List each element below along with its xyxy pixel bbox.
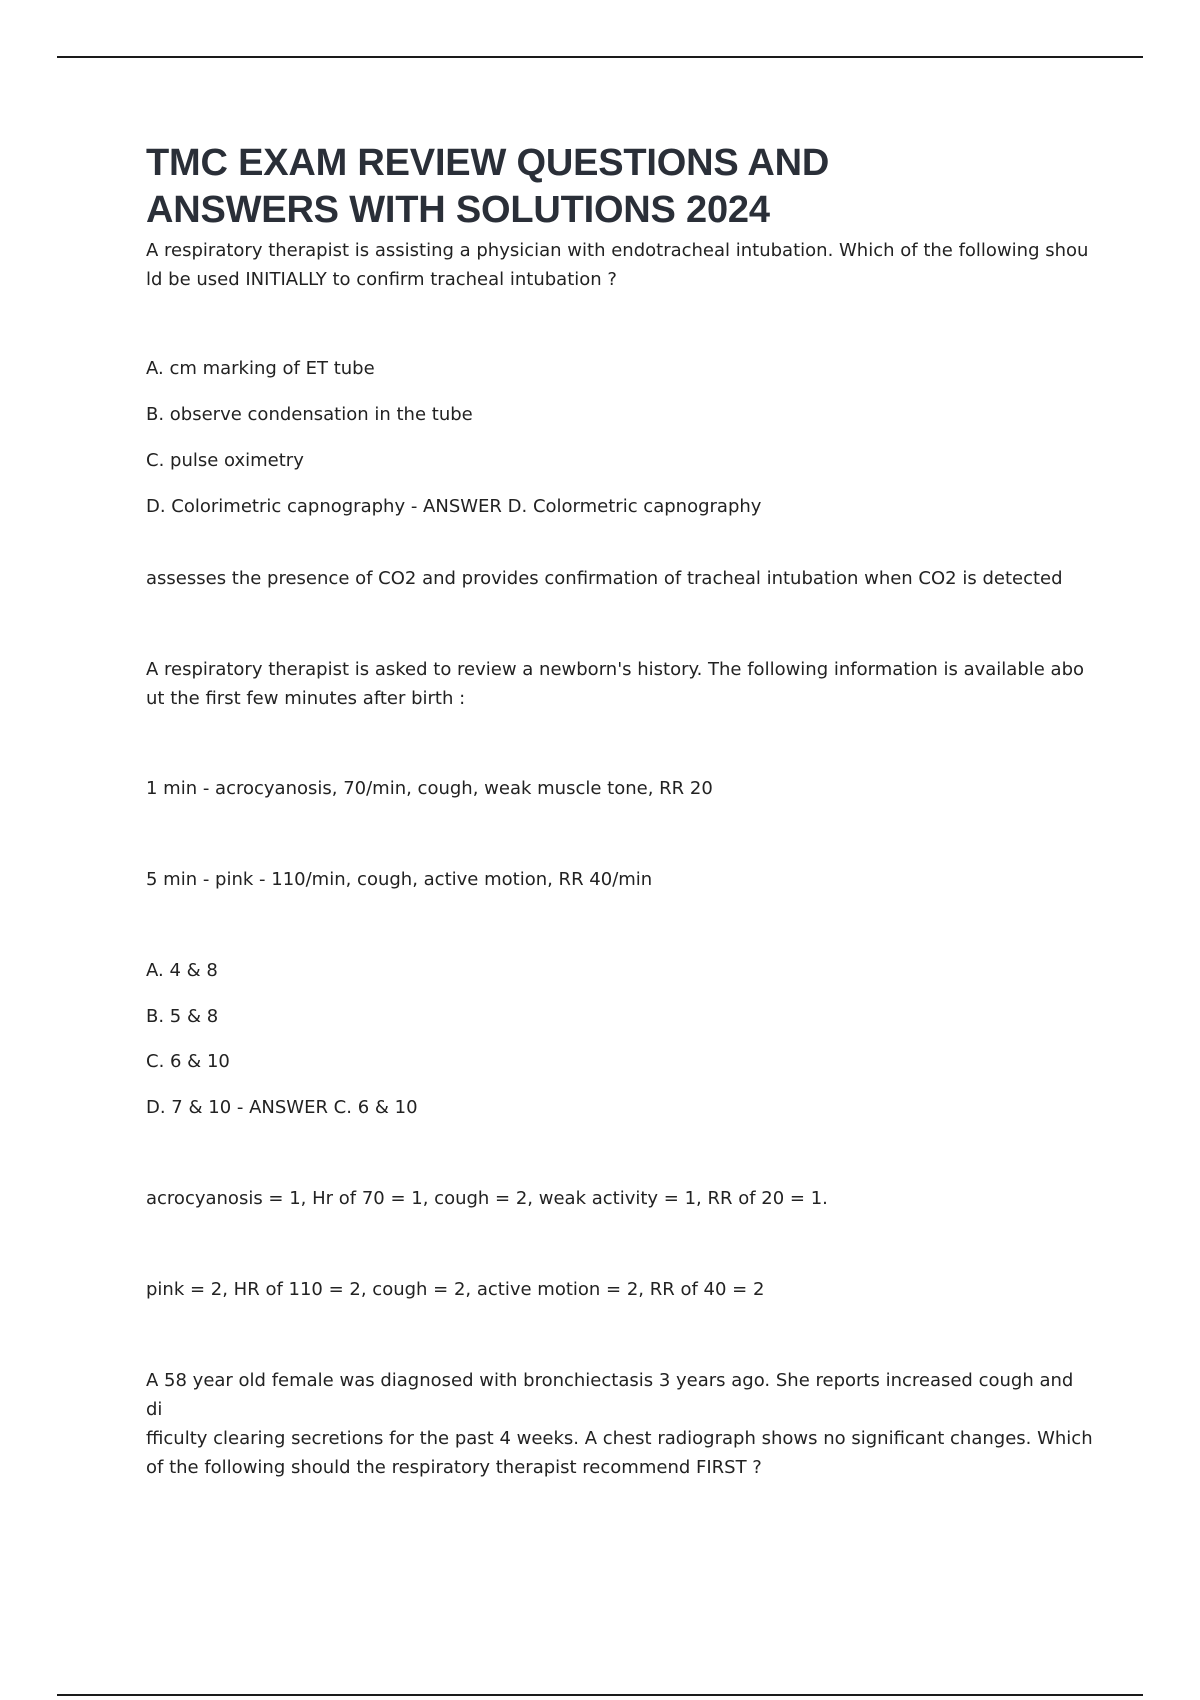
question-2-explanation-1: acrocyanosis = 1, Hr of 70 = 1, cough = 2, weak activity = 1, RR of 20 = 1. xyxy=(146,1188,828,1209)
title-line-1: TMC EXAM REVIEW QUESTIONS AND xyxy=(146,142,830,184)
question-2-explanation-2: pink = 2, HR of 110 = 2, cough = 2, active motion = 2, RR of 40 = 2 xyxy=(146,1279,765,1300)
question-1-explanation: assesses the presence of CO2 and provides confirmation of tracheal intubation when CO2 is detected xyxy=(146,568,1063,589)
document-body xyxy=(146,140,1094,1478)
document-title xyxy=(146,140,1094,234)
question-2-option-c: C. 6 & 10 xyxy=(146,1051,230,1072)
question-2-info-5min: 5 min - pink - 110/min, cough, active motion, RR 40/min xyxy=(146,869,653,890)
question-2-info-1min: 1 min - acrocyanosis, 70/min, cough, weak muscle tone, RR 20 xyxy=(146,778,713,799)
bottom-rule xyxy=(57,1694,1143,1696)
title-line-2: ANSWERS WITH SOLUTIONS 2024 xyxy=(146,189,770,231)
question-1-option-c: C. pulse oximetry xyxy=(146,450,304,471)
question-1-option-a: A. cm marking of ET tube xyxy=(146,358,375,379)
question-1-stem: A respiratory therapist is assisting a physician with endotracheal intubation. Which of the following shou ld be used INITIALLY to confirm tracheal intubation ? xyxy=(146,240,1089,290)
question-2-option-b: B. 5 & 8 xyxy=(146,1006,219,1027)
question-1-option-b: B. observe condensation in the tube xyxy=(146,404,473,425)
question-2-option-a: A. 4 & 8 xyxy=(146,960,218,981)
question-3-stem: A 58 year old female was diagnosed with bronchiectasis 3 years ago. She reports increased cough and di fficulty clearing secretions for the past 4 weeks. A chest radiograph shows no significant changes. Which of the following should the respiratory therapist recommend FIRST ? xyxy=(146,1370,1093,1478)
question-2-option-d: D. 7 & 10 - ANSWER C. 6 & 10 xyxy=(146,1097,418,1118)
question-1-option-d: D. Colorimetric capnography - ANSWER D. Colormetric capnography xyxy=(146,496,762,517)
top-rule xyxy=(57,56,1143,58)
question-2-stem: A respiratory therapist is asked to review a newborn's history. The following information is available abo ut the first few minutes after birth : xyxy=(146,659,1085,709)
